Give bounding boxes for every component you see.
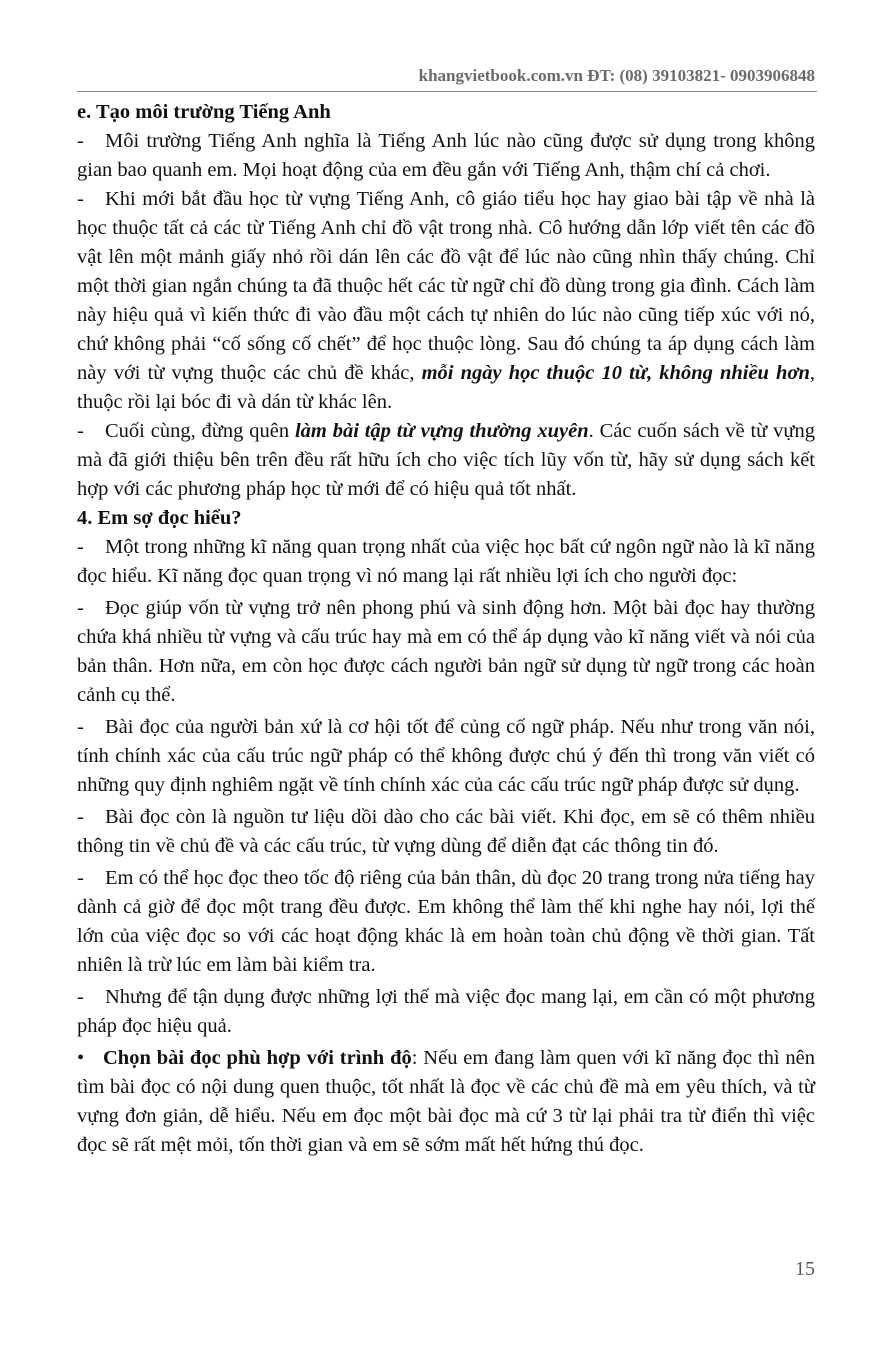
paragraph	[77, 127, 815, 185]
paragraph	[77, 185, 815, 417]
bullet-paragraph	[77, 1044, 815, 1160]
paragraph	[77, 594, 815, 710]
bullet-heading: Chọn bài đọc phù hợp với trình độ	[103, 1047, 412, 1069]
page-header: khangvietbook.com.vn ĐT: (08) 39103821- 0903906848	[418, 66, 815, 85]
page-number: 15	[795, 1258, 815, 1280]
emphasis-text: làm bài tập từ vựng thường xuyên	[294, 420, 589, 442]
paragraph	[77, 713, 815, 800]
paragraph-text: Bài đọc còn là nguồn tư liệu dồi dào cho các bài viết. Khi đọc, em sẽ có thêm nhiều thông tin về chủ đề và các cấu trúc, từ vựng dùng để diễn đạt các thông tin đó.	[77, 806, 815, 857]
paragraph	[77, 533, 815, 591]
dash: -	[77, 806, 84, 828]
paragraph	[77, 983, 815, 1041]
section-e-title: e. Tạo môi trường Tiếng Anh	[77, 101, 331, 123]
dash: -	[77, 597, 84, 619]
dash: -	[77, 867, 84, 889]
paragraph	[77, 864, 815, 980]
dash: -	[77, 986, 84, 1008]
paragraph-text: , thuộc rồi lại bóc đi và dán từ khác lên.	[77, 362, 815, 413]
paragraph-text: Môi trường Tiếng Anh nghĩa là Tiếng Anh lúc nào cũng được sử dụng trong không gian bao quanh em. Mọi hoạt động của em đều gắn với Tiếng Anh, thậm chí cả chơi.	[77, 130, 815, 181]
dash: -	[77, 130, 84, 152]
dash: -	[77, 716, 84, 738]
paragraph-text: Em có thể học đọc theo tốc độ riêng của bản thân, dù đọc 20 trang trong nửa tiếng hay dành cả giờ để đọc một trang đều được. Em không thể làm thế khi nghe hay nói, lợi thế lớn của việc đọc so với các hoạt động khác là em hoàn toàn chủ động về thời gian. Tất nhiên là trừ lúc em làm bài kiểm tra.	[77, 867, 815, 976]
dash: -	[77, 536, 84, 558]
page-body	[77, 98, 815, 1160]
paragraph	[77, 803, 815, 861]
paragraph-text: : Nếu em đang làm quen với kĩ năng đọc thì nên tìm bài đọc có nội dung quen thuộc, tốt nhất là đọc về các chủ đề mà em yêu thích, và từ vựng đơn giản, dễ hiểu. Nếu em đọc một bài đọc mà cứ 3 từ lại phải tra từ điển thì việc đọc sẽ rất mệt mỏi, tốn thời gian và em sẽ sớm mất hết hứng thú đọc.	[77, 1047, 815, 1156]
paragraph-text: Nhưng để tận dụng được những lợi thế mà việc đọc mang lại, em cần có một phương pháp đọc hiệu quả.	[77, 986, 815, 1037]
dash: -	[77, 420, 84, 442]
paragraph	[77, 417, 815, 504]
paragraph-text: Cuối cùng, đừng quên	[105, 420, 295, 442]
header-divider	[77, 91, 817, 92]
paragraph-text: Một trong những kĩ năng quan trọng nhất của việc học bất cứ ngôn ngữ nào là kĩ năng đọc hiểu. Kĩ năng đọc quan trọng vì nó mang lại rất nhiều lợi ích cho người đọc:	[77, 536, 815, 587]
paragraph-text: . Các cuốn sách về từ vựng mà đã giới thiệu bên trên đều rất hữu ích cho việc tích lũy vốn từ, hãy sử dụng sách kết hợp với các phương pháp học từ mới để có hiệu quả tốt nhất.	[77, 420, 815, 500]
paragraph-text: Khi mới bắt đầu học từ vựng Tiếng Anh, cô giáo tiểu học hay giao bài tập về nhà là học thuộc tất cả các từ Tiếng Anh chỉ đồ vật trong nhà. Cô hướng dẫn lớp viết tên các đồ vật lên một mảnh giấy nhỏ rồi dán lên các đồ vật để lúc nào cũng nhìn thấy chúng. Chỉ một thời gian ngắn chúng ta đã thuộc hết các từ ngữ chỉ đồ dùng trong gia đình. Cách làm này hiệu quả vì kiến thức đi vào đầu một cách tự nhiên do lúc nào cũng tiếp xúc với nó, chứ không phải “cố sống cố chết” để học thuộc lòng. Sau đó chúng ta áp dụng cách làm này với từ vựng thuộc các chủ đề khác,	[77, 188, 815, 384]
paragraph-text: Đọc giúp vốn từ vựng trở nên phong phú và sinh động hơn. Một bài đọc hay thường chứa khá nhiều từ vựng và cấu trúc hay mà em có thể áp dụng vào kĩ năng viết và nói của bản thân. Hơn nữa, em còn học được cách người bản ngữ sử dụng từ ngữ trong các hoàn cảnh cụ thể.	[77, 597, 815, 706]
paragraph-text: Bài đọc của người bản xứ là cơ hội tốt để củng cố ngữ pháp. Nếu như trong văn nói, tính chính xác của cấu trúc ngữ pháp có thể không được chú ý đến thì trong văn viết có những quy định nghiêm ngặt về tính chính xác của các cấu trúc ngữ pháp được sử dụng.	[77, 716, 815, 796]
dash: -	[77, 188, 84, 210]
bullet-icon: •	[77, 1047, 85, 1069]
section-4-title: 4. Em sợ đọc hiểu?	[77, 507, 242, 529]
emphasis-text: mỗi ngày học thuộc 10 từ, không nhiều hơn	[421, 362, 810, 384]
